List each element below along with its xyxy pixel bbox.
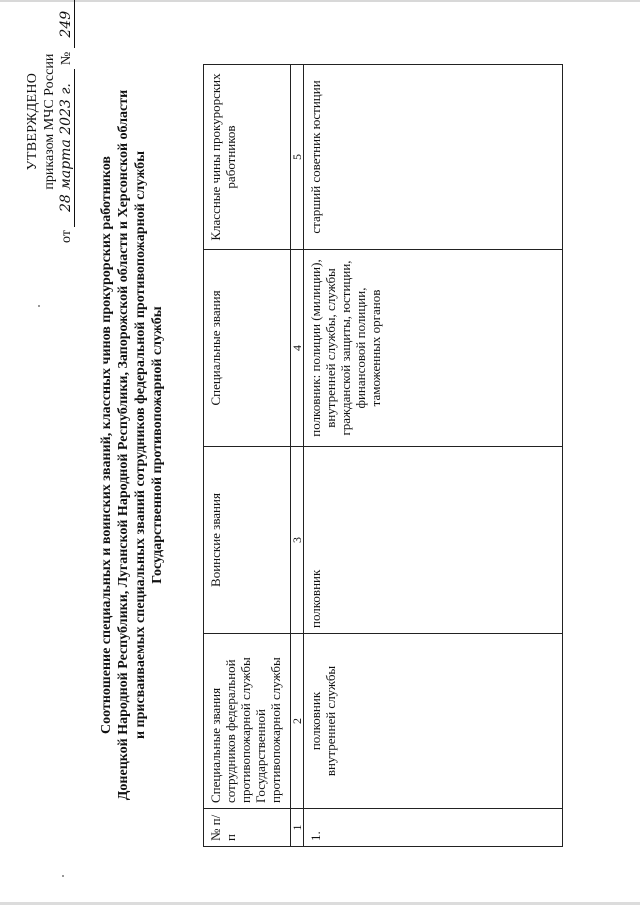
table-row <box>304 65 563 847</box>
prosecutor-rank-cell: старший советник юстиции <box>304 65 563 250</box>
special-rank-cell: полковник: полиции (милиции), внутренней службы, службы гражданской защиты, юстиции, финансовой полиции, таможенных органов <box>304 250 563 447</box>
header-fps-ranks: Специальные звания сотрудников федеральной противопожарной службы Государственной противопожарной службы <box>204 634 291 809</box>
ranks-correspondence-table <box>203 64 563 847</box>
column-number: 4 <box>291 250 304 447</box>
column-number: 2 <box>291 634 304 809</box>
fps-rank-line-1: полковник <box>308 691 323 751</box>
fps-rank-line-2: внутренней службы <box>323 665 338 777</box>
approval-order-of: приказом МЧС России <box>42 53 57 190</box>
table-header-row <box>204 65 291 847</box>
title-line-4: Государственной противопожарной службы <box>150 306 165 584</box>
approval-order-line <box>58 0 75 243</box>
title-line-3: и присваиваемых специальных званий сотрудников федеральной противопожарной службы <box>133 150 148 740</box>
column-number-row <box>291 65 304 847</box>
header-prosecutor-ranks: Классные чины прокурорских работников <box>204 65 291 250</box>
header-special-ranks: Специальные звания <box>204 250 291 447</box>
document-title <box>98 75 166 815</box>
date-prefix: от <box>59 230 74 243</box>
row-number: 1. <box>304 809 563 847</box>
fps-rank-cell <box>304 634 563 809</box>
military-rank-cell: полковник <box>304 447 563 634</box>
number-prefix: № <box>59 51 74 66</box>
approval-stamp: УТВЕРЖДЕНО <box>25 72 40 171</box>
handwritten-order-number: 249 <box>58 0 75 48</box>
column-number: 5 <box>291 65 304 250</box>
approval-block <box>24 0 75 243</box>
title-line-2: Донецкой Народной Республики, Луганской Народной Республики, Запорожской области и Херсонской области <box>116 89 131 801</box>
column-number: 1 <box>291 809 304 847</box>
header-number: № п/п <box>204 809 291 847</box>
column-number: 3 <box>291 447 304 634</box>
title-line-1: Соотношение специальных и воинских званий, классных чинов прокурорских работников <box>99 156 114 734</box>
header-military-ranks: Воинские звания <box>204 447 291 634</box>
handwritten-date: 28 марта 2023 г. <box>58 69 75 227</box>
